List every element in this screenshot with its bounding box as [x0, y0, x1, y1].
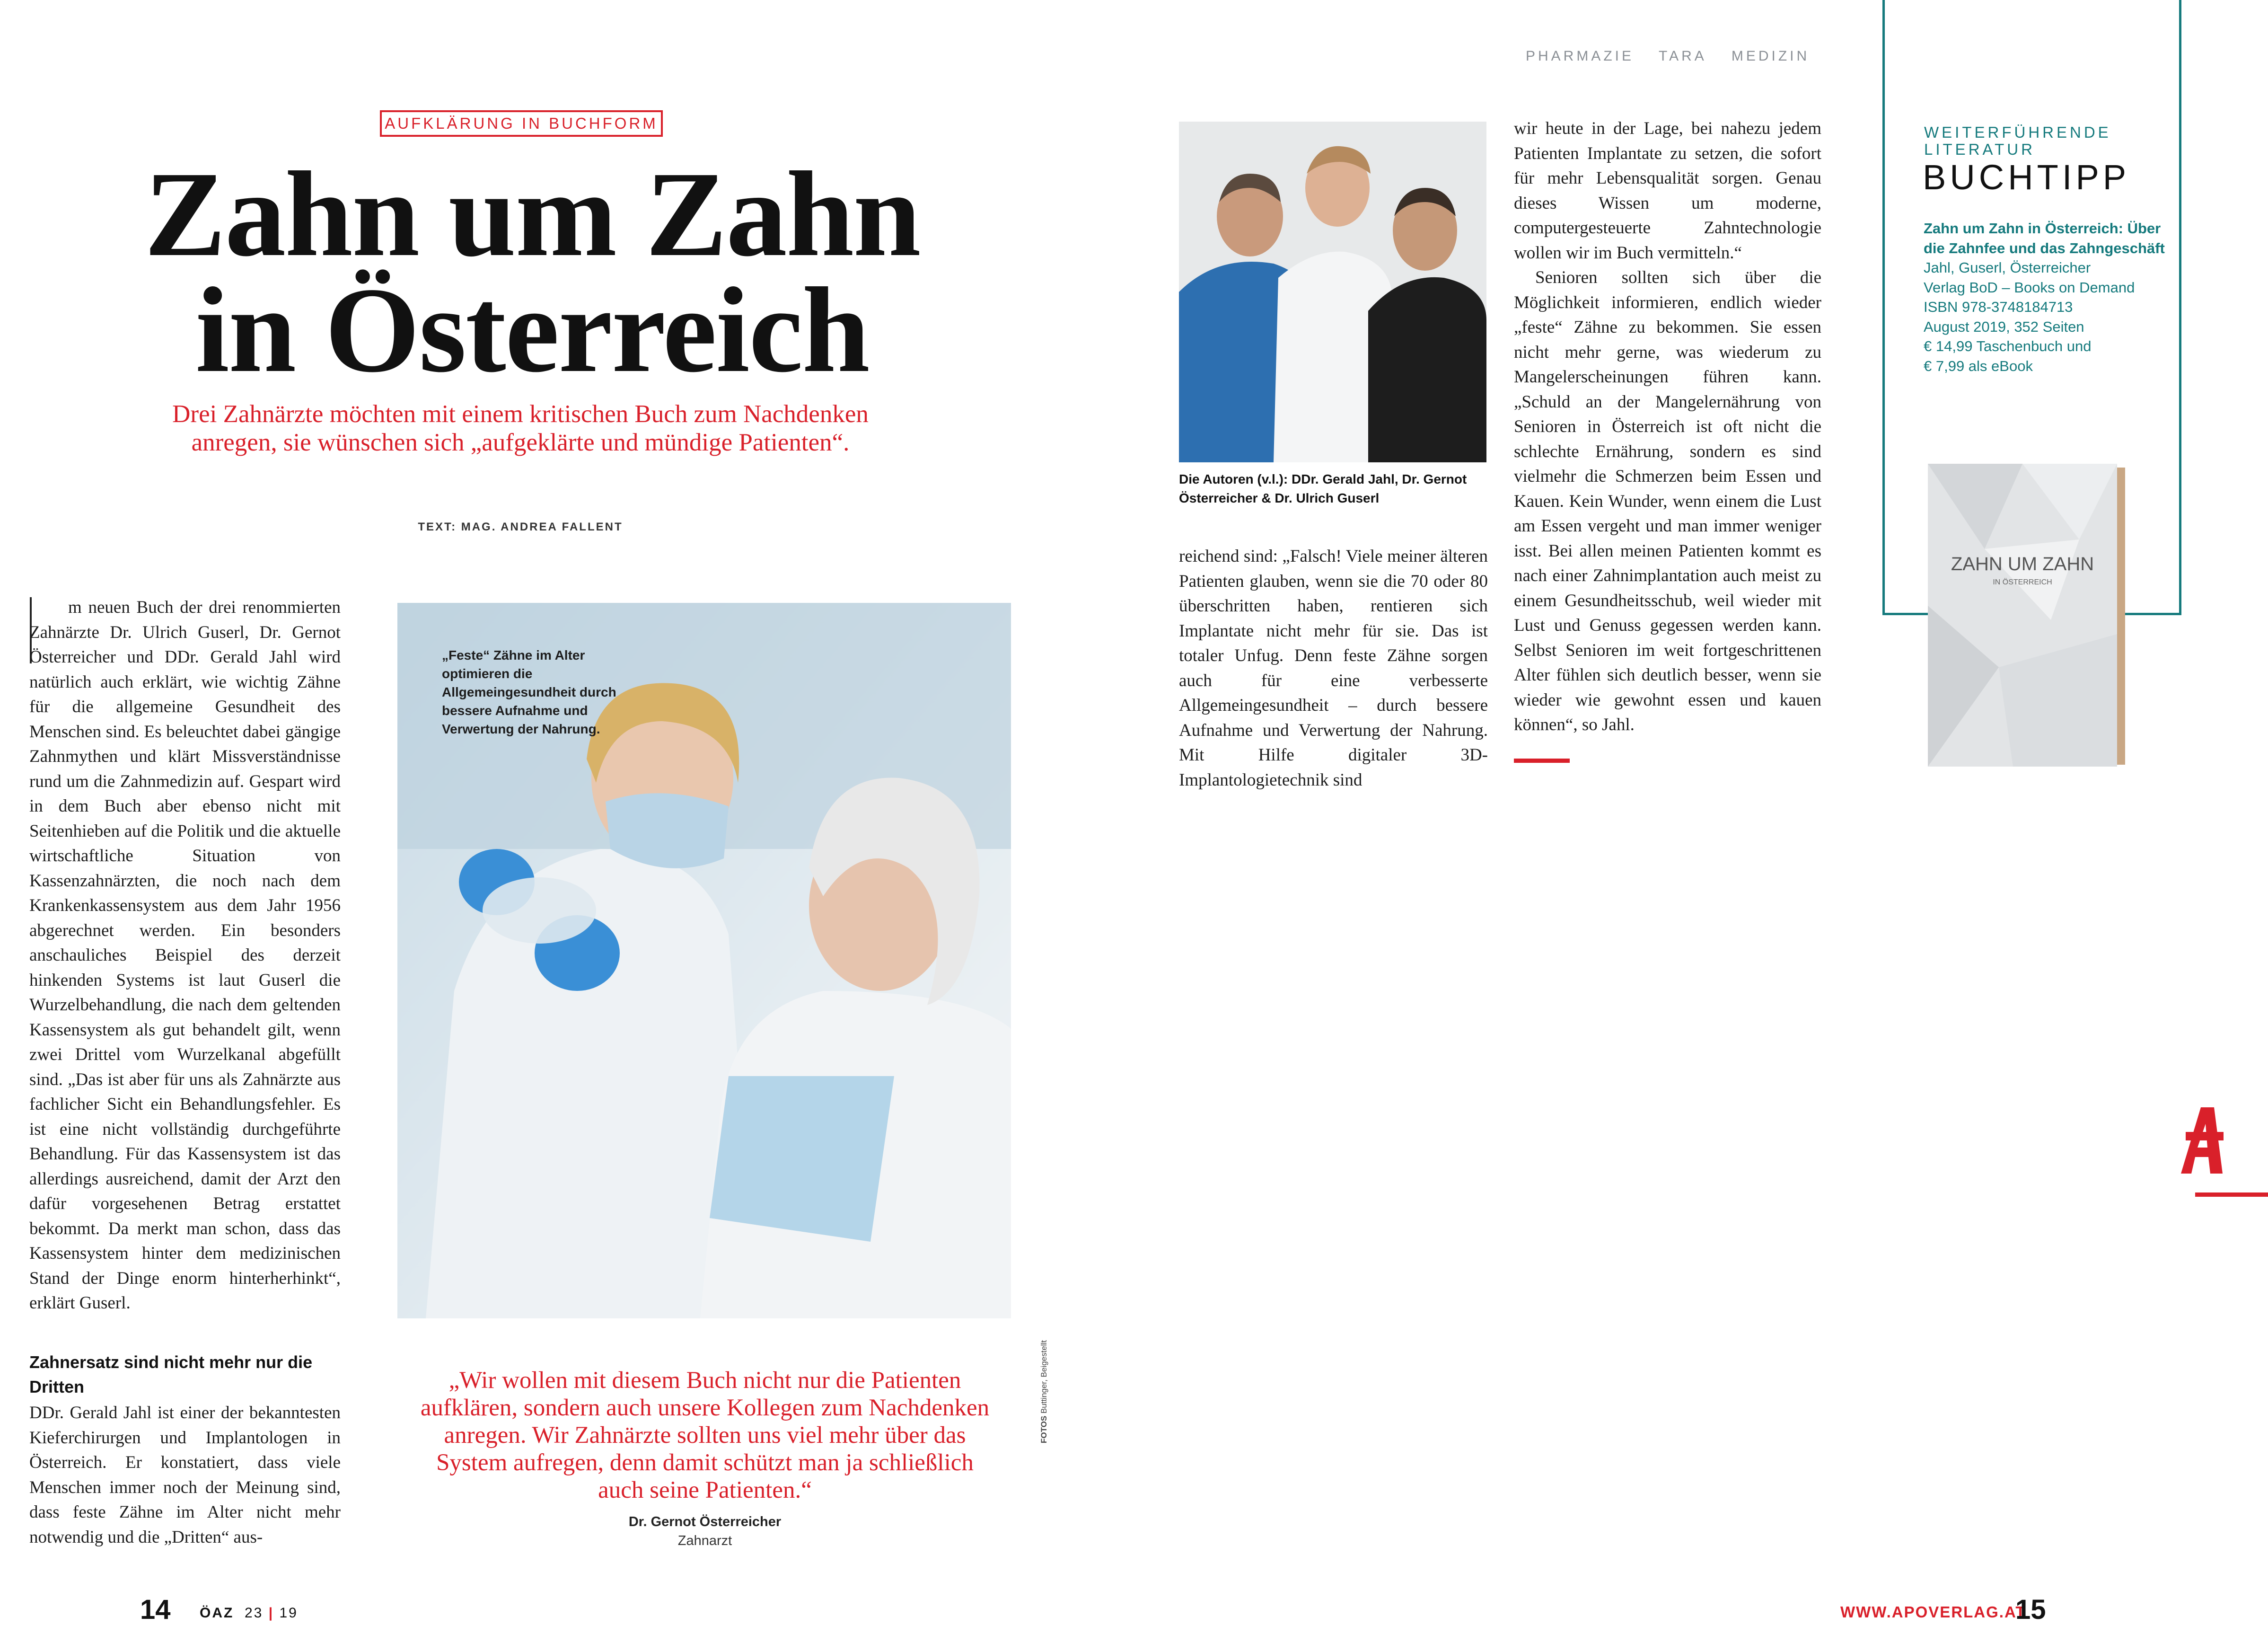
credit-label: FOTOS — [1039, 1415, 1048, 1443]
book-price-paperback: € 14,99 Taschenbuch und — [1924, 338, 2092, 354]
body-paragraph: Senioren sollten sich über die Möglichkeit informieren, endlich wieder „feste“ Zähne zu bekommen. Sie essen nicht mehr gerne, was wiederum zu Mangelerscheinungen führen kann. „Schuld an der Mangelernährung von Senioren in Österreich ist oft nicht die schlechte Ernährung, sondern es sind vielmehr die Schmerzen beim Essen und Kauen. Kein Wunder, wenn einem die Lust am Essen vergeht und man immer weniger isst. Bei allen meinen Patienten kommt es nach einer Zahnimplantation auch meist zu einem Gesundheitsschub, weil wieder mit Lust und Genuss gegessen werden kann. Selbst Senioren im weit fortgeschrittenen Alter fühlen sich deutlich besser, wenn sie wieder wie gewohnt essen und kauen können“, so Jahl. — [1514, 268, 1821, 734]
body-column-4 — [1514, 116, 1821, 738]
book-authors: Jahl, Guserl, Österreicher — [1924, 259, 2091, 276]
section-nav — [1526, 48, 1810, 64]
book-tip-label: WEITERFÜHRENDE LITERATUR — [1924, 124, 2111, 158]
book-cover-illustration — [1928, 464, 2127, 767]
body-paragraph: wir heute in der Lage, bei nahezu jedem Patienten Implantate zu setzen, die sofort für mehr Lebensqualität sorgen. Genau dieses Wissen um moderne, computergesteuerte Zahntechnologie wollen wir im Buch vermitteln.“ — [1514, 119, 1821, 263]
nav-item-medizin[interactable]: MEDIZIN — [1731, 48, 1810, 64]
book-tip-info — [1924, 219, 2170, 376]
photo-caption-1: „Feste“ Zähne im Alter optimieren die Allgemeingesundheit durch bessere Aufnahme und Verwertung der Nahrung. — [442, 648, 616, 736]
article-title — [71, 146, 993, 397]
quote-role: Zahnarzt — [677, 1533, 732, 1548]
article-subtitle: Drei Zahnärzte möchten mit einem kritischen Buch zum Nachdenken anregen, sie wünschen sich „aufgeklärte und mündige Patienten“. — [172, 400, 869, 456]
page-number-left: 14 — [140, 1594, 171, 1625]
article-byline: TEXT: MAG. ANDREA FALLENT — [418, 521, 623, 533]
magazine-issue — [200, 1605, 298, 1621]
body-column-1b — [29, 1401, 341, 1550]
title-line-1: Zahn um Zahn — [144, 146, 920, 282]
body-paragraph: m neuen Buch der drei renommierten Zahnärzte Dr. Ulrich Guserl, Dr. Gernot Österreicher und DDr. Gerald Jahl wird natürlich auch erklärt, wie wichtig Zähne für die allgemeine Gesundheit des Menschen sind. Es beleuchtet dabei gängige Zahnmythen und klärt Missverständnisse rund um die Zahnmedizin auf. Gespart wird in dem Buch aber ebenso nicht mit Seitenhieben auf die Politik und die aktuelle wirtschaftliche Situation von Kassenzahnärzten, die noch nach dem Krankenkassensystem aus dem Jahr 1956 abgerechnet werden. Ein besonders anschauliches Beispiel des derzeit hinkenden Systems ist laut Guserl die Wurzelbehandlung, die nach dem geltenden Kassensystem als gut behandelt gilt, wenn zwei Drittel vom Wurzelkanal abgefüllt sind. „Das ist aber für uns als Zahnärzte aus fachlicher Sicht ein Behandlungsfehler. Es ist eine nicht vollständig durchgeführte Behandlung. Für das Kassensystem ist das allerdings ausreichend, damit der Arzt den dafür vorgesehenen Betrag erstattet bekommt. Da merkt man schon, dass das Kassensystem hinter dem medizinischen Stand der Dinge enorm hinterherhinkt“, erklärt Guserl. — [29, 598, 341, 1313]
pull-quote: „Wir wollen mit diesem Buch nicht nur die Patienten aufklären, sondern auch unsere Kollegen zum Nachdenken anregen. Wir Zahnärzte sollten uns viel mehr über das System aufregen, denn damit schützt man ja schließlich auch seine Patienten.“ — [420, 1367, 990, 1503]
apotheke-logo-icon — [2167, 1103, 2233, 1178]
photo-caption-2: Die Autoren (v.l.): DDr. Gerald Jahl, Dr. Gernot Österreicher & Dr. Ulrich Guserl — [1179, 472, 1467, 505]
nav-item-tara[interactable]: TARA — [1659, 48, 1707, 64]
section-subhead: Zahnersatz sind nicht mehr nur die Dritten — [29, 1352, 313, 1396]
authors-illustration — [1179, 122, 1486, 462]
nav-item-pharmazie[interactable]: PHARMAZIE — [1526, 48, 1635, 64]
book-title: Zahn um Zahn in Österreich: Über die Zahnfee und das Zahngeschäft — [1924, 220, 2165, 256]
publisher-url[interactable]: WWW.APOVERLAG.AT — [1840, 1603, 2026, 1621]
apotheke-a-icon — [2167, 1103, 2233, 1178]
page-number-right: 15 — [2015, 1594, 2046, 1625]
issue-separator: | — [268, 1605, 274, 1621]
book-tip-title: BUCHTIPP — [1923, 158, 2130, 197]
book-publisher: Verlag BoD – Books on Demand — [1924, 279, 2135, 296]
title-line-2: in Österreich — [195, 262, 869, 397]
book-isbn: ISBN 978-3748184713 — [1924, 299, 2073, 315]
article-end-marker — [1514, 759, 1570, 763]
issue-number: 23 — [245, 1605, 264, 1621]
logo-rule — [2195, 1192, 2268, 1197]
book-cover-title: ZAHN UM ZAHN — [1951, 554, 2094, 574]
body-paragraph: DDr. Gerald Jahl ist einer der bekanntesten Kieferchirurgen und Implantologen in Österreich. Er konstatiert, dass viele Menschen immer noch der Meinung sind, dass feste Zähne im Alter nicht mehr notwendig und die „Dritten“ aus- — [29, 1403, 341, 1547]
magazine-name: ÖAZ — [200, 1605, 234, 1621]
book-price-ebook: € 7,99 als eBook — [1924, 357, 2033, 374]
authors-photo — [1179, 122, 1486, 462]
body-column-1 — [29, 595, 341, 1316]
body-paragraph: reichend sind: „Falsch! Viele meiner älteren Patienten glauben, wenn sie die 70 oder 80 überschritten haben, rentieren sich Implantate nicht mehr für sie. Das ist totaler Unfug. Denn feste Zähne sorgen auch für eine verbesserte Allgemeingesundheit – durch bessere Aufnahme und Verwertung der Nahrung. Mit Hilfe digitaler 3D-Implantologietechnik sind — [1179, 547, 1488, 790]
article-kicker: AUFKLÄRUNG IN BUCHFORM — [380, 110, 663, 137]
book-date-pages: August 2019, 352 Seiten — [1924, 318, 2084, 335]
issue-year: 19 — [279, 1605, 298, 1621]
credit-text: Buttinger, Beigestellt — [1039, 1340, 1048, 1414]
book-cover-image — [1928, 464, 2127, 767]
photo-credit — [1039, 1330, 1055, 1443]
book-cover-subtitle: IN ÖSTERREICH — [1993, 578, 2052, 586]
body-column-3 — [1179, 544, 1488, 793]
quote-author: Dr. Gernot Österreicher — [628, 1514, 782, 1529]
